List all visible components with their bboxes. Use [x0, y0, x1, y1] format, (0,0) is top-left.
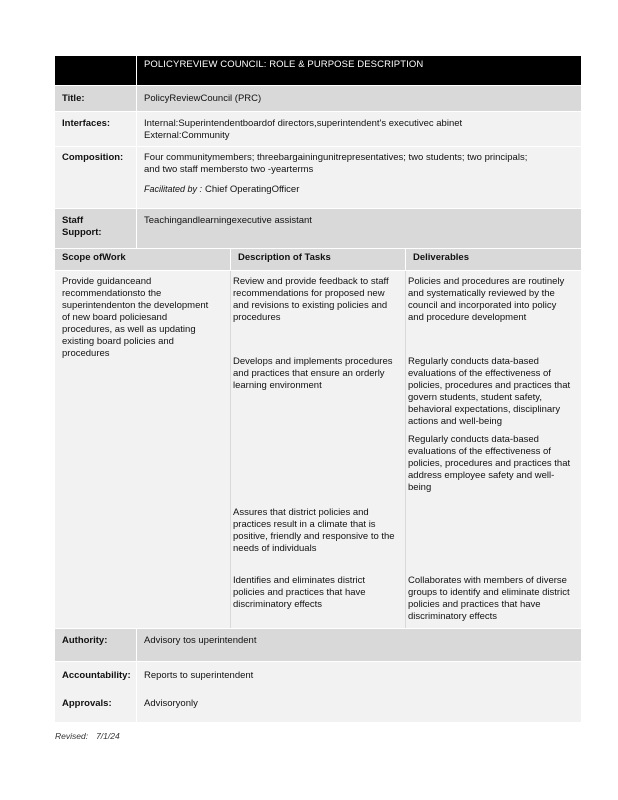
task-line: positive, friendly and responsive to the — [233, 531, 395, 542]
deliverable-line: Collaborates with members of diverse — [408, 575, 567, 586]
scope-text — [62, 276, 226, 360]
deliverable-line: govern students, student safety, — [408, 392, 542, 403]
deliverable-line: address employee safety and well- — [408, 470, 555, 481]
authority-label: Authority: — [62, 635, 108, 646]
approvals-label: Approvals: — [62, 698, 112, 709]
deliverable-line: behavioral expectations, disciplinary — [408, 404, 561, 415]
task-line: and practices that ensure an orderly — [233, 368, 385, 379]
deliverables-column — [405, 271, 581, 628]
role-description-table — [55, 56, 581, 723]
deliverable-item — [408, 356, 577, 428]
staff-support-label-line-1: Staff — [62, 215, 84, 226]
deliverables-column-header: Deliverables — [405, 249, 581, 270]
deliverable-line: groups to identify and eliminate district — [408, 587, 570, 598]
tasks-column-header: Description of Tasks — [230, 249, 405, 270]
composition-value — [136, 147, 581, 208]
scope-line: superintendenton the development — [62, 300, 209, 311]
facilitated-value: Chief OperatingOfficer — [205, 184, 300, 195]
deliverable-line: policies, procedures and practices that — [408, 458, 571, 469]
scope-line: procedures, as well as updating — [62, 324, 196, 335]
task-line: Develops and implements procedures — [233, 356, 393, 367]
composition-line-1: Four communitymembers; threebargainingunitrepresentatives; two students; two principals; — [144, 152, 528, 163]
scope-line: of new board policiesand — [62, 312, 168, 323]
deliverable-item — [408, 276, 577, 324]
deliverable-line: discriminatory effects — [408, 611, 498, 622]
task-line: policies and practices that have — [233, 587, 366, 598]
staff-support-label-line-2: Support: — [62, 227, 102, 238]
deliverable-line: actions and well-being — [408, 416, 503, 427]
deliverable-item — [408, 434, 577, 494]
staff-support-row — [55, 209, 581, 249]
scope-column-header: Scope ofWork — [62, 252, 126, 263]
deliverable-line: being — [408, 482, 432, 493]
interfaces-value — [136, 112, 581, 146]
interfaces-label: Interfaces: — [62, 118, 111, 129]
title-row — [55, 86, 581, 112]
task-item — [233, 575, 401, 611]
interfaces-row — [55, 112, 581, 147]
revised-label: Revised: — [55, 731, 89, 741]
composition-row — [55, 147, 581, 209]
header-row — [55, 56, 581, 86]
task-line: Review and provide feedback to staff — [233, 276, 389, 287]
task-line: learning environment — [233, 380, 322, 391]
deliverable-line: evaluations of the effectiveness of — [408, 368, 551, 379]
scope-column — [55, 271, 230, 628]
deliverable-line: policies, procedures and practices that — [408, 380, 571, 391]
approvals-row — [55, 692, 581, 723]
staff-support-label — [55, 209, 136, 248]
task-item — [233, 507, 401, 555]
deliverable-line: Regularly conducts data-based — [408, 434, 539, 445]
interfaces-external: External:Community — [144, 130, 230, 141]
scope-line: recommendationsto the — [62, 288, 162, 299]
scope-line: Provide guidanceand — [62, 276, 152, 287]
deliverable-item — [408, 575, 577, 623]
header-spacer — [55, 56, 136, 85]
columns-body — [55, 271, 581, 628]
task-line: practices result in a climate that is — [233, 519, 376, 530]
task-line: recommendations for proposed new — [233, 288, 385, 299]
task-line: and revisions to existing policies and — [233, 300, 388, 311]
deliverable-line: Regularly conducts data-based — [408, 356, 539, 367]
task-line: needs of individuals — [233, 543, 317, 554]
deliverable-line: Policies and procedures are routinely — [408, 276, 565, 287]
tasks-column — [230, 271, 405, 628]
accountability-row — [55, 662, 581, 692]
composition-line-2: and two staff membersto two -yearterms — [144, 164, 314, 175]
facilitated-label: Facilitated by : — [144, 184, 203, 194]
deliverable-line: policies and practices that have — [408, 599, 541, 610]
document-title: POLICYREVIEW COUNCIL: ROLE & PURPOSE DESCRIPTION — [136, 56, 581, 85]
scope-line: existing board policies and — [62, 336, 174, 347]
authority-row — [55, 628, 581, 662]
task-line: Assures that district policies and — [233, 507, 369, 518]
staff-support-value: Teachingandlearningexecutive assistant — [136, 209, 581, 248]
deliverable-line: and procedure development — [408, 312, 527, 323]
task-item — [233, 276, 401, 324]
deliverable-line: and systematically reviewed by the — [408, 288, 555, 299]
title-label: Title: — [62, 93, 85, 104]
accountability-label: Accountability: — [62, 670, 131, 681]
deliverable-line: council and incorporated into policy — [408, 300, 557, 311]
task-line: Identifies and eliminates district — [233, 575, 366, 586]
scope-line: procedures — [62, 348, 110, 359]
interfaces-internal: Internal:Superintendentboardof directors,superintendent's executivec abinet — [144, 118, 463, 129]
composition-label: Composition: — [62, 152, 124, 163]
deliverable-line: evaluations of the effectiveness of — [408, 446, 551, 457]
facilitated-by — [144, 183, 574, 196]
authority-value: Advisory tos uperintendent — [136, 629, 581, 661]
accountability-value: Reports to superintendent — [136, 662, 581, 692]
columns-header-row — [55, 249, 581, 271]
revised-value: 7/1/24 — [96, 731, 120, 741]
approvals-value: Advisoryonly — [136, 692, 581, 722]
title-value: PolicyReviewCouncil (PRC) — [136, 86, 581, 111]
task-line: discriminatory effects — [233, 599, 323, 610]
task-item — [233, 356, 401, 392]
task-line: procedures — [233, 312, 281, 323]
revised-date — [55, 731, 128, 741]
